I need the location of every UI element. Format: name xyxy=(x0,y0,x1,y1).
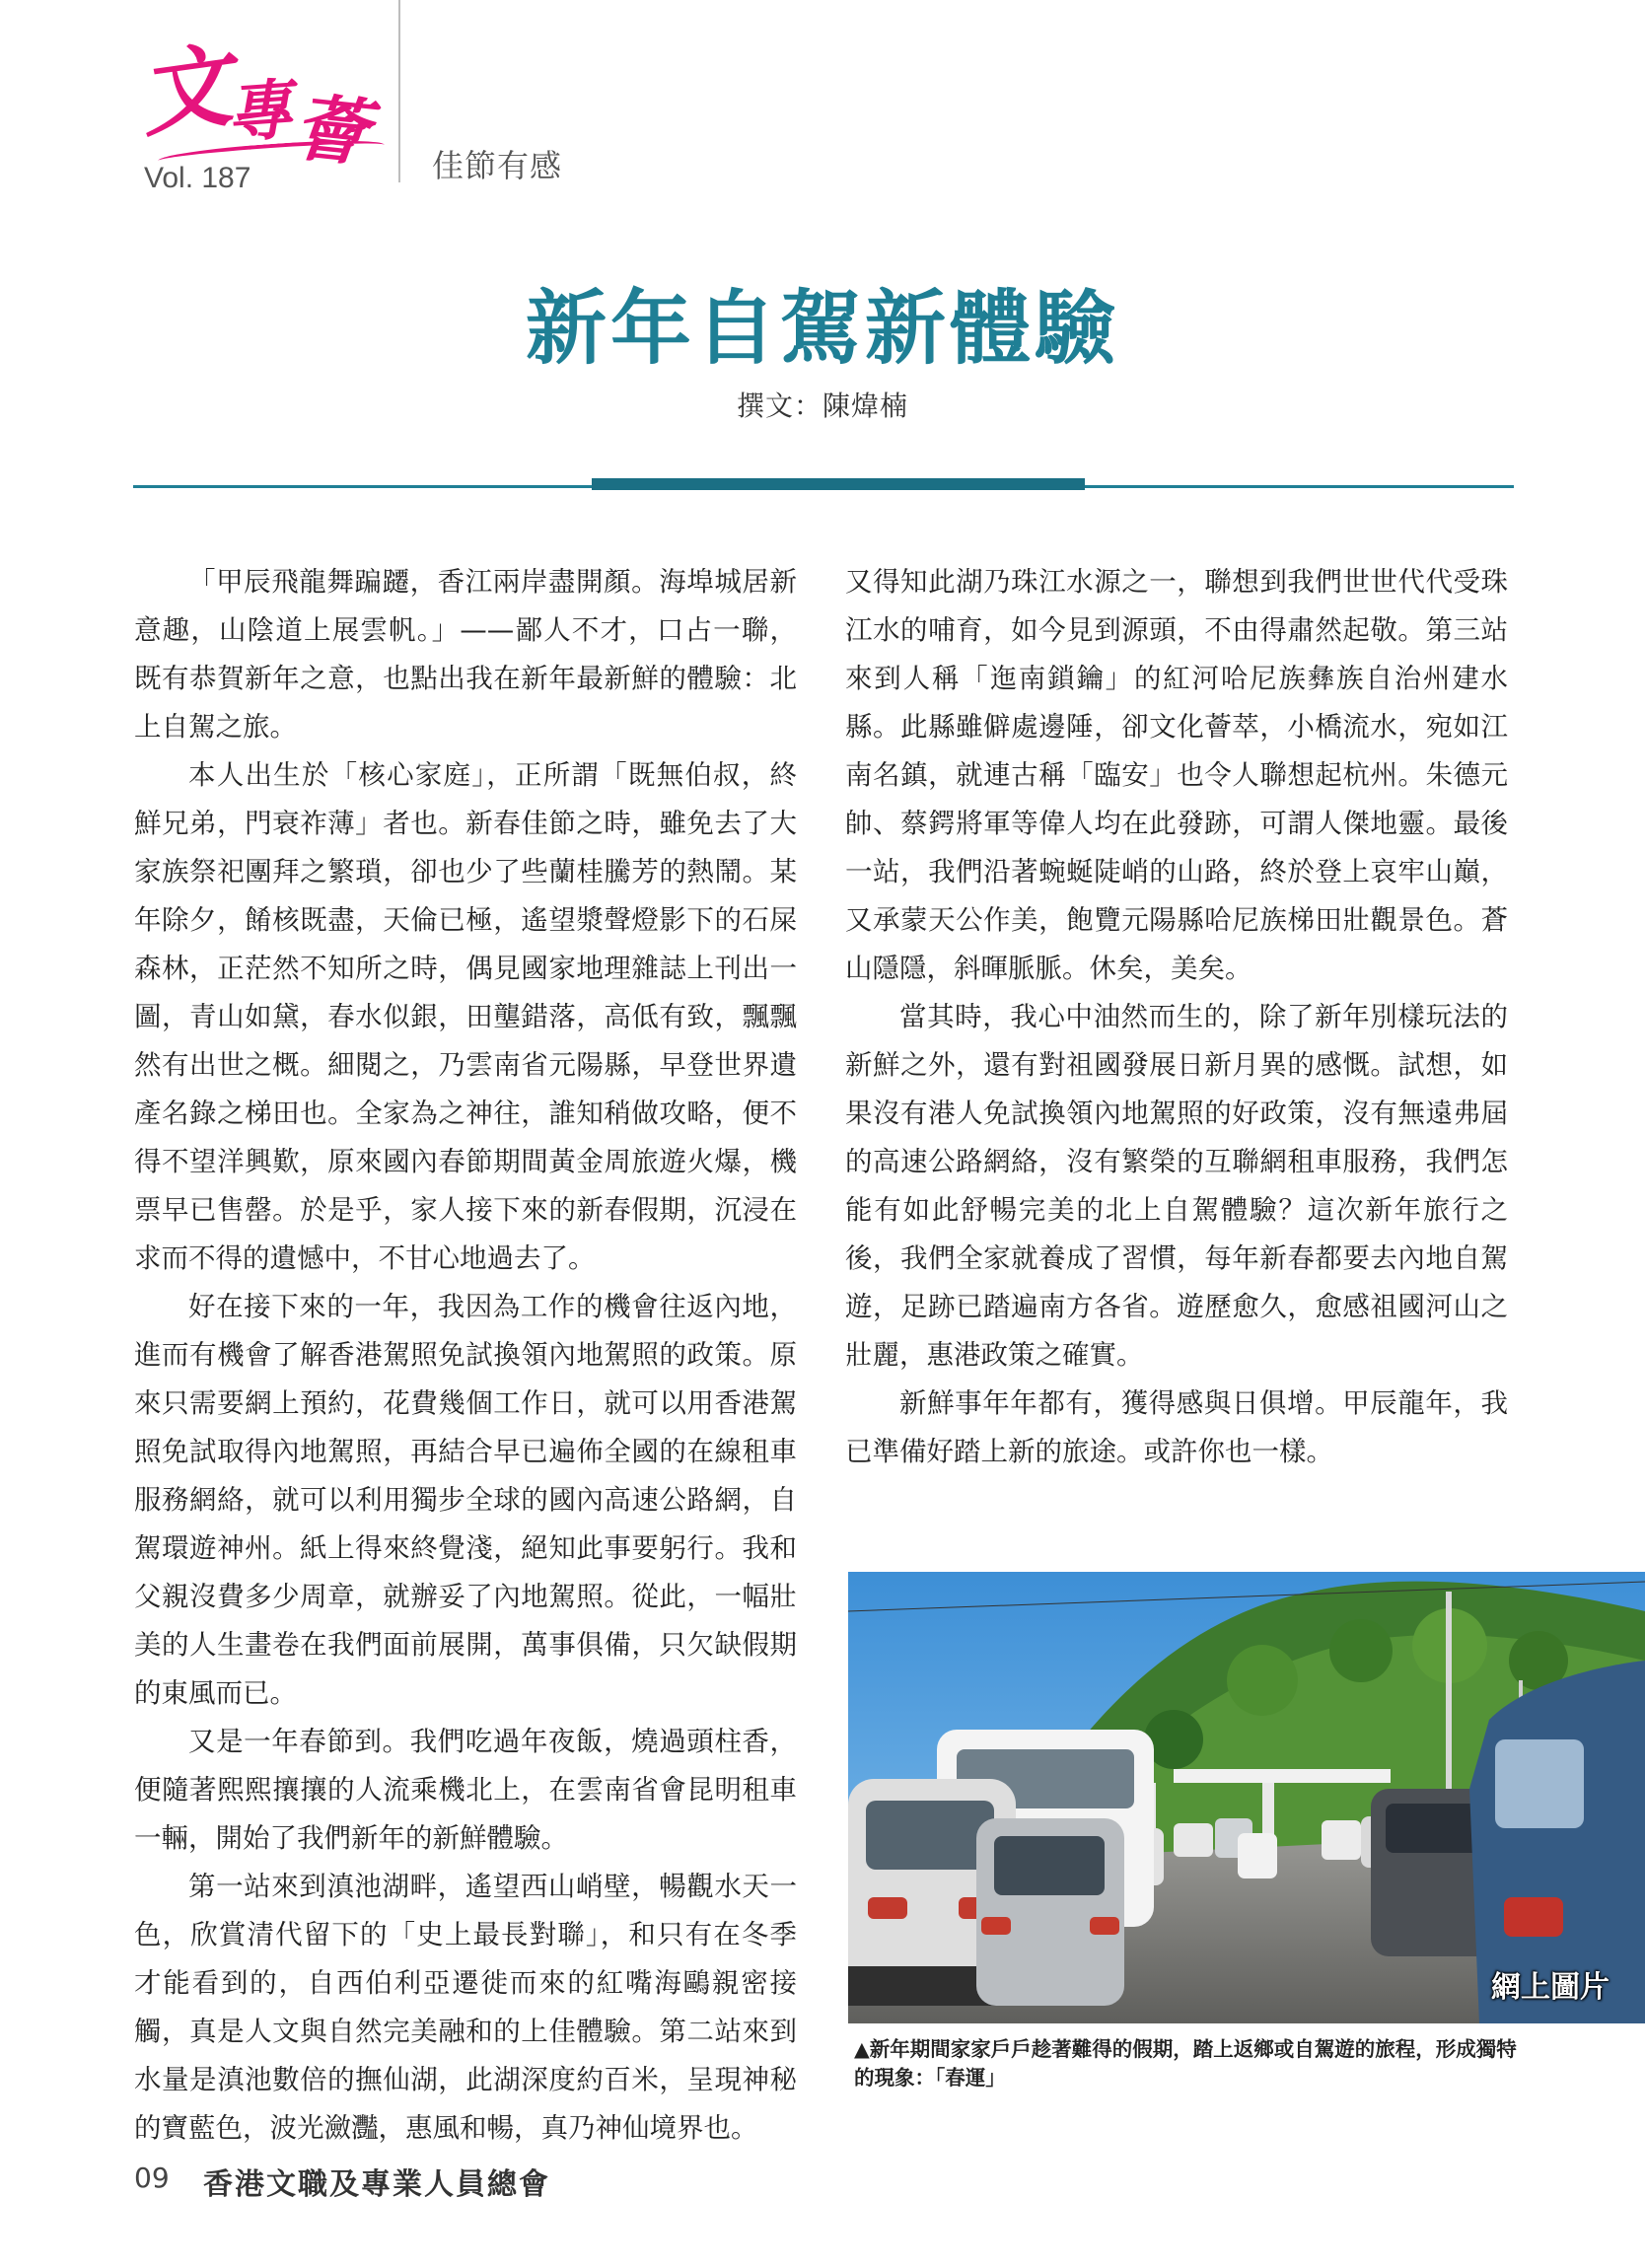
logo-char: 薈 xyxy=(289,85,372,177)
photo-caption: ▲新年期間家家戶戶趁著難得的假期，踏上返鄉或自駕遊的旅程，形成獨特的現象：「春運」 xyxy=(854,2037,1517,2090)
header-divider xyxy=(398,0,400,182)
title-rule-accent xyxy=(592,478,1085,490)
logo-char: 專 xyxy=(224,70,295,153)
photo-source-label: 網上圖片 xyxy=(1491,1970,1609,2005)
article-paragraph: 「甲辰飛龍舞蹁躚，香江兩岸盡開顏。海埠城居新意趣，山陰道上展雲帆。」——鄙人不才，口占一聯，既有恭賀新年之意，也點出我在新年最新鮮的體驗：北上自駕之旅。 xyxy=(134,566,797,743)
article-column-right xyxy=(845,558,1508,1476)
section-label: 佳節有感 xyxy=(432,147,563,184)
page-number: 09 xyxy=(134,2162,170,2194)
article-paragraph: 又是一年春節到。我們吃過年夜飯，燒過頭柱香，便隨著熙熙攘攘的人流乘機北上，在雲南省會昆明租車一輛，開始了我們新年的新鮮體驗。 xyxy=(134,1726,797,1854)
footer-organization: 香港文職及專業人員總會 xyxy=(203,2167,550,2202)
article-paragraph: 當其時，我心中油然而生的，除了新年別樣玩法的新鮮之外，還有對祖國發展日新月異的感慨。試想，如果沒有港人免試換領內地駕照的好政策，沒有無遠弗屆的高速公路網絡，沒有繁榮的互聯網租車服務，我們怎能有如此舒暢完美的北上自駕體驗？這次新年旅行之後，我們全家就養成了習慣，每年新春都要去內地自駕遊，足跡已踏遍南方各省。遊歷愈久，愈感祖國河山之壯麗，惠港政策之確實。 xyxy=(845,1001,1508,1371)
logo-char: 文 xyxy=(132,32,239,150)
article-paragraph: 好在接下來的一年，我因為工作的機會往返內地，進而有機會了解香港駕照免試換領內地駕照的政策。原來只需要網上預約，花費幾個工作日，就可以用香港駕照免試取得內地駕照，再結合早已遍佈全國的在線租車服務網絡，就可以利用獨步全球的國內高速公路網，自駕環遊神州。紙上得來終覺淺，絕知此事要躬行。我和父親沒費多少周章，就辦妥了內地駕照。從此，一幅壯美的人生畫卷在我們面前展開，萬事俱備，只欠缺假期的東風而已。 xyxy=(134,1291,797,1709)
traffic-photo xyxy=(848,1572,1645,2023)
article-byline: 撰文：陳煒楠 xyxy=(736,390,908,422)
article-paragraph: 又得知此湖乃珠江水源之一，聯想到我們世世代代受珠江水的哺育，如今見到源頭，不由得肅然起敬。第三站來到人稱「迤南鎖鑰」的紅河哈尼族彝族自治州建水縣。此縣雖僻處邊陲，卻文化薈萃，小橋流水，宛如江南名鎮，就連古稱「臨安」也令人聯想起杭州。朱德元帥、蔡鍔將軍等偉人均在此發跡，可謂人傑地靈。最後一站，我們沿著蜿蜒陡峭的山路，終於登上哀牢山巔，又承蒙天公作美，飽覽元陽縣哈尼族梯田壯觀景色。蒼山隱隱，斜暉脈脈。休矣，美矣。 xyxy=(845,566,1508,984)
volume-number: Vol. 187 xyxy=(144,162,251,194)
article-paragraph: 第一站來到滇池湖畔，遙望西山峭壁，暢觀水天一色，欣賞清代留下的「史上最長對聯」，和只有在冬季才能看到的，自西伯利亞遷徙而來的紅嘴海鷗親密接觸，真是人文與自然完美融和的上佳體驗。第二站來到水量是滇池數倍的撫仙湖，此湖深度約百米，呈現神秘的寶藍色，波光瀲灩，惠風和暢，真乃神仙境界也。 xyxy=(134,1871,797,2144)
article-paragraph: 新鮮事年年都有，獲得感與日俱增。甲辰龍年，我已準備好踏上新的旅途。或許你也一樣。 xyxy=(845,1387,1508,1467)
article-paragraph: 本人出生於「核心家庭」，正所謂「既無伯叔，終鮮兄弟，門衰祚薄」者也。新春佳節之時，雖免去了大家族祭祀團拜之繁瑣，卻也少了些蘭桂騰芳的熱鬧。某年除夕，餚核既盡，天倫已極，遙望漿聲燈影下的石屎森林，正茫然不知所之時，偶見國家地理雜誌上刊出一圖，青山如黛，春水似銀，田壟錯落，高低有致，飄飄然有出世之概。細閱之，乃雲南省元陽縣，早登世界遺產名錄之梯田也。全家為之神往，誰知稍做攻略，便不得不望洋興歎，原來國內春節期間黃金周旅遊火爆，機票早已售罄。於是乎，家人接下來的新春假期，沉浸在求而不得的遺憾中，不甘心地過去了。 xyxy=(134,759,797,1274)
masthead-logo xyxy=(128,32,404,195)
article-title: 新年自駕新體驗 xyxy=(525,281,1119,376)
article-column-left xyxy=(134,558,797,2153)
